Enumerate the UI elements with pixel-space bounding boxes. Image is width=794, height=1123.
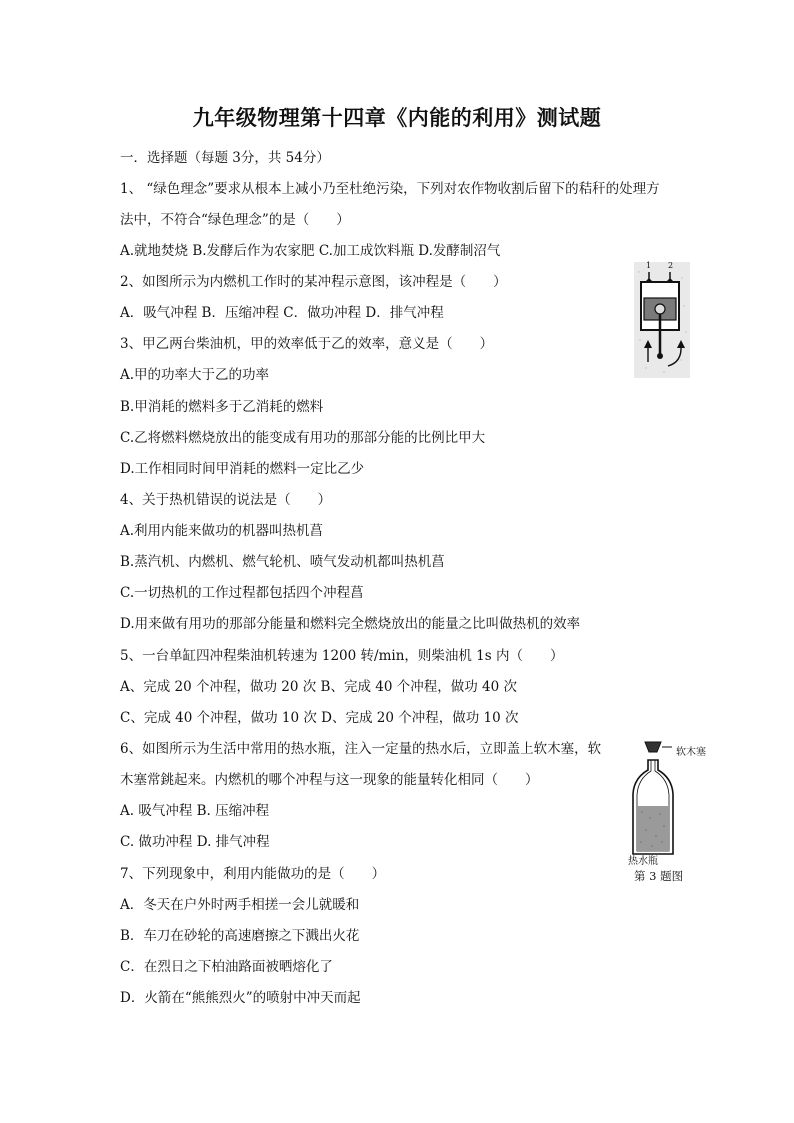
cork-stopper	[645, 742, 661, 752]
q5-stem: 5、一台单缸四冲程柴油机转速为 1200 转/min，则柴油机 1s 内（ ）	[120, 648, 564, 664]
thermos-diagram	[622, 738, 722, 858]
q6-options-ab: A. 吸气冲程 B. 压缩冲程	[120, 803, 270, 819]
q7-option-b: B．车刀在砂轮的高速磨擦之下溅出火花	[120, 928, 360, 944]
engine-stroke-figure	[634, 262, 690, 378]
q7-option-d: D．火箭在“熊熊烈火”的喷射中冲天而起	[120, 990, 361, 1006]
valve-label-2: 2	[668, 261, 674, 270]
q7-stem: 7、下列现象中，利用内能做功的是（ ）	[120, 866, 386, 882]
q4-option-b: B.蒸汽机、内燃机、燃气轮机、喷气发动机都叫热机菖	[120, 554, 445, 570]
q5-options-ab: A、完成 20 个冲程，做功 20 次 B、完成 40 个冲程，做功 40 次	[120, 679, 518, 695]
section-heading: 一．选择题（每题 3分，共 54分）	[120, 150, 330, 166]
q2-stem: 2、如图所示为内燃机工作时的某冲程示意图，该冲程是（ ）	[120, 274, 507, 290]
q4-option-c: C.一切热机的工作过程都包括四个冲程菖	[120, 585, 364, 601]
q4-option-a: A.利用内能来做功的机器叫热机菖	[120, 523, 324, 539]
engine-diagram	[634, 262, 690, 378]
q4-stem: 4、关于热机错误的说法是（ ）	[120, 492, 332, 508]
q5-options-cd: C、完成 40 个冲程，做功 10 次 D、完成 20 个冲程，做功 10 次	[120, 710, 519, 726]
crank-pin	[657, 353, 663, 359]
q2-options: A．吸气冲程 B．压缩冲程 C．做功冲程 D．排气冲程	[120, 305, 444, 321]
bottle-label: 热水瓶	[628, 856, 658, 867]
q7-option-a: A．冬天在户外时两手相搓一会儿就暖和	[120, 897, 360, 913]
q1-options: A.就地焚烧 B.发酵后作为农家肥 C.加工成饮料瓶 D.发酵制沼气	[120, 243, 501, 259]
cork-label: 软木塞	[676, 747, 706, 758]
valve-label-1: 1	[646, 261, 652, 270]
q3-option-c: C.乙将燃料燃烧放出的能变成有用功的那部分能的比例比甲大	[120, 430, 486, 446]
q3-stem: 3、甲乙两台柴油机，甲的效率低于乙的效率，意义是（ ）	[120, 336, 494, 352]
q6-stem-line2: 木塞常銚起来。内燃机的哪个冲程与这一现象的能量转化相同（ ）	[120, 772, 539, 788]
q3-option-b: B.甲消耗的燃料多于乙消耗的燃料	[120, 399, 324, 415]
q7-option-c: C．在烈日之下柏油路面被晒熔化了	[120, 959, 333, 975]
q3-option-a: A.甲的功率大于乙的功率	[120, 367, 270, 383]
figure-caption: 第 3 题图	[634, 869, 684, 883]
q6-options-cd: C. 做功冲程 D. 排气冲程	[120, 834, 270, 850]
page-title: 九年级物理第十四章《内能的利用》测试题	[192, 105, 602, 130]
q3-option-d: D.工作相同时间甲消耗的燃料一定比乙少	[120, 461, 365, 477]
q6-stem-line1: 6、如图所示为生活中常用的热水瓶，注入一定量的热水后，立即盖上软木塞，软	[120, 741, 602, 757]
thermos-bottle-figure	[622, 738, 722, 888]
piston-pin	[655, 304, 665, 314]
q1-stem-line1: 1、 “绿色理念”要求从根本上减小乃至杜绝污染，下列对农作物收割后留下的秸秆的处理方	[120, 181, 660, 197]
q1-stem-line2: 法中，不符合“绿色理念”的是（ ）	[120, 212, 350, 228]
q4-option-d: D.用来做有用功的那部分能量和燃料完全燃烧放出的能量之比叫做热机的效率	[120, 616, 581, 632]
